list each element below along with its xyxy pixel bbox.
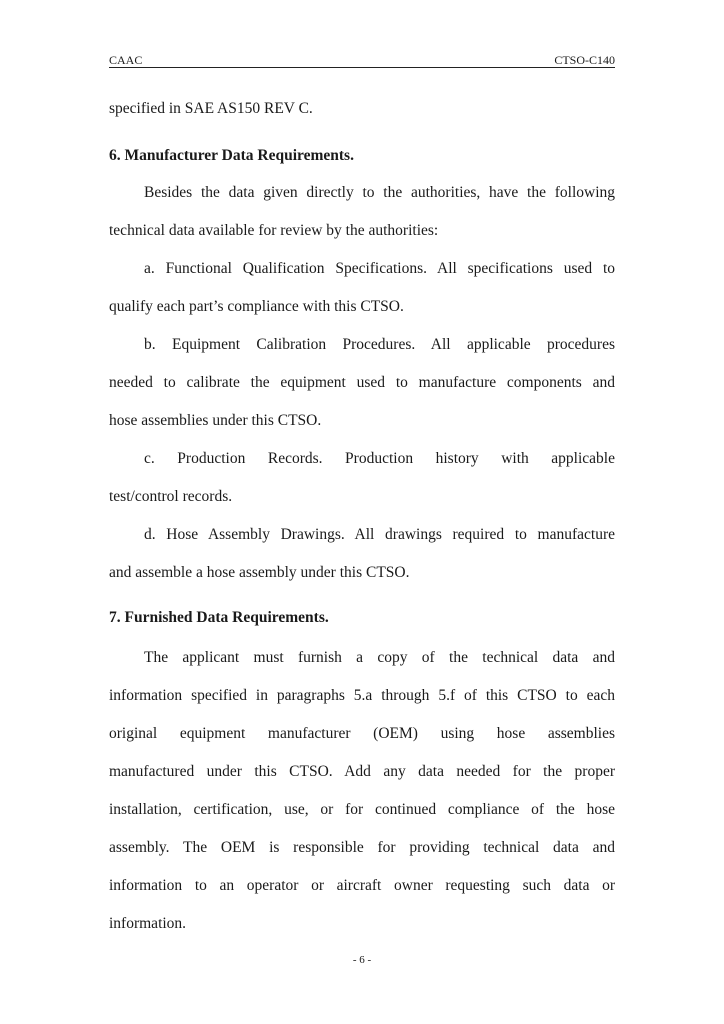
text-line: qualify each part’s compliance with this CTSO. bbox=[109, 298, 404, 315]
text-line: Besides the data given directly to the authorities, have the following bbox=[144, 184, 615, 201]
text-line: and assemble a hose assembly under this CTSO. bbox=[109, 564, 410, 581]
text-line: technical data available for review by the authorities: bbox=[109, 222, 439, 239]
section-heading-7: 7. Furnished Data Requirements. bbox=[109, 609, 329, 626]
text-line: hose assemblies under this CTSO. bbox=[109, 412, 322, 429]
text-line: test/control records. bbox=[109, 488, 233, 505]
text-line: b. Equipment Calibration Procedures. All applicable procedures bbox=[144, 336, 615, 353]
text-line: assembly. The OEM is responsible for providing technical data and bbox=[109, 839, 615, 856]
text-line: manufactured under this CTSO. Add any data needed for the proper bbox=[109, 763, 615, 780]
page-number: - 6 - bbox=[352, 954, 372, 966]
text-line: a. Functional Qualification Specifications. All specifications used to bbox=[144, 260, 615, 277]
header-right-label: CTSO-C140 bbox=[554, 53, 615, 67]
header-divider bbox=[109, 67, 615, 68]
section-heading-6: 6. Manufacturer Data Requirements. bbox=[109, 147, 354, 164]
text-line: specified in SAE AS150 REV C. bbox=[109, 100, 313, 117]
text-line: needed to calibrate the equipment used to manufacture components and bbox=[109, 374, 615, 391]
header-left-label: CAAC bbox=[109, 53, 143, 67]
text-line: original equipment manufacturer (OEM) using hose assemblies bbox=[109, 725, 615, 742]
text-line: c. Production Records. Production history with applicable bbox=[144, 450, 615, 467]
text-line: d. Hose Assembly Drawings. All drawings required to manufacture bbox=[144, 526, 615, 543]
page-header bbox=[109, 52, 615, 68]
text-line: information. bbox=[109, 915, 187, 932]
text-line: installation, certification, use, or for continued compliance of the hose bbox=[109, 801, 615, 818]
text-line: information to an operator or aircraft owner requesting such data or bbox=[109, 877, 615, 894]
text-line: The applicant must furnish a copy of the technical data and bbox=[144, 649, 615, 666]
text-line: information specified in paragraphs 5.a through 5.f of this CTSO to each bbox=[109, 687, 615, 704]
